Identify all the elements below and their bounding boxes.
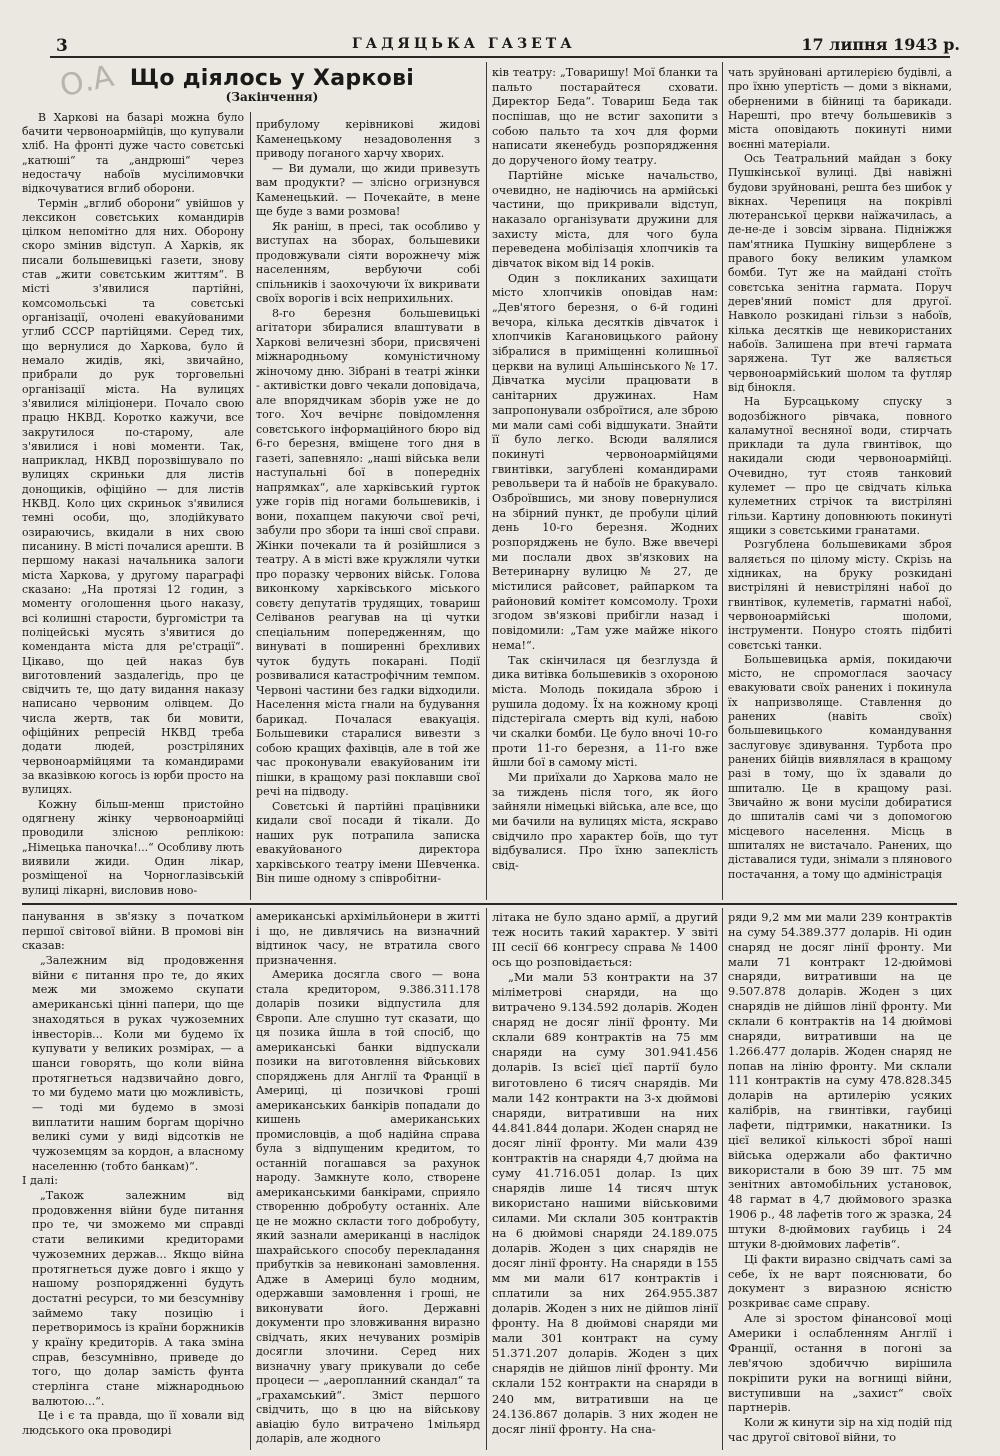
paragraph: Ось Театральний майдан з боку Пушкінської вулиці. Дві навіжні будови зруйновані, решта без шибок у вікнах. Черепиця на покрівлі лютеранської церкви наїжачилась, а де-не-де і зовсім зірвана. Підніжжя пам'ятника Пушкіну вищерблене з правого боку великим уламком бомби. Тут же на майдані стоїть совєтська зенітна гармата. Поруч дерев'яний поміст для другої. Навколо розкидані гільзи з набоїв, кілька десятків ще невикористаних набоїв. Залишена при втечі гармата заряжена. Тут же валяється червоноармійський шолом та футляр від бінокля. [728, 151, 952, 394]
paragraph: Термін „вглиб оборони“ увійшов у лексикон совєтських командирів цілком непомітно для них. Оборону скоро змінив відступ. А Харків, як писали большевицькі газети, знову став „жити совєтським життям“. В місті з'явилися партійні, комсомольські та совєтські організації, очолені евакуйованими углиб СССР партійцями. Серед тих, що вернулися до Харкова, було й немало жидів, які, звичайно, прибрали до рук торговельні організації міста. На вулицях з'явилися міліціонери. Почало свою працю НКВД. Коротко кажучи, все закрутилося по-старому, але з'явилися і нові моменти. Так, наприклад, НКВД порозвішувало по вулицях скриньки для листів донощиків, офіційно — для листів НКВД. Коло цих скриньок з'явилися темні особи, що, злодійкувато озираючись, вкидали в них свою писанину. В місті почалися арешти. В першому наказі начальника залоги міста Харкова, у другому параграфі сказано: „На протязі 12 годин, з моменту оголошення цього наказу, всі колишні старости, бургомістри та поліцейські мусять з'явитися до коменданта міста для ре'страції“. Цікаво, що цей наказ був виготовлений заздалегідь, про це свідчить те, що дату видання наказу написано червоним олівцем. До числа жертв, так би мовити, офіційних репресій НКВД треба додати людей, розстріляних червоноармійцями та командирами за вказівкою когось із юрби просто на вулицях. [22, 196, 244, 797]
section-rule [22, 903, 957, 905]
paragraph: чать зруйновані артилерією будівлі, а про їхню упертість — доми з вікнами, оберненими в бійниці та барикади. Нарешті, про втечу большевиків з міста оповідають покинуті ними воєнні матеріали. [728, 66, 952, 151]
article-subtitle: (Закінчення) [225, 90, 319, 105]
lower-column-3 [492, 910, 718, 1450]
column-rule [250, 908, 251, 1450]
page-header [42, 34, 960, 56]
paragraph: Коли ж кинути зір на хід подій під час другої світової війни, то [728, 1415, 952, 1445]
article-title: Що діялось у Харкові [129, 66, 415, 91]
paragraph: прибулому керівникові жидові Каменецькому незадоволення з приводу поганого харчу хворих. [256, 118, 480, 160]
handwritten-mark: О.А [56, 58, 117, 105]
quote-paragraph: „Залежним від продовження війни є питання про те, до яких меж ми зможемо скупати американські цінні папери, що ще знаходяться в руках чужоземних інвесторів... Коли ми будемо їх купувати у великих розмірах, — а шанси говорять, що коли війна протягнеться надзвичайно довго, то ми будемо мати цю можливість, — тоді ми будемо в змозі виплатити нашим боргам щорічно великі суми у виді відсотків не чужоземцям за кордон, а власному населенню (тобто банкам)“. [32, 954, 244, 1173]
article-column-3 [492, 66, 718, 898]
paragraph: Америка досягла свого — вона стала кредитором, 9.386.311.178 доларів позики відпустила для Європи. Але слушно тут сказати, що ця позика йшла в той спосіб, що американські банки відпускали позики на виготовлення військових споряджень для Англії та Франції в Америці, ці позичкові гроші американських банкірів попадали до кишень американських промисловців, а щоб надійна справа була з відпущеним кредитом, то останній погашався за рахунок народу. Замкнуте коло, створене американськими банкірами, сприяло створенню добробуту останніх. Але це не можно скласти того добробуту, який зазнали американці в наслідок шахрайського способу перекладання прибутків за невиконані замовлення. Адже в Америці було модним, одержавши замовлення і гроші, не виконувати його. Державні документи про зловживання виразно свідчать, яких нечуваних розмірів досягли злочини. Серед них визначну увагу прикували до себе процеси — „аеропланний скандал“ та „грахамський“. Зміст першого свідчить, що в цю на військову авіацію було витрачено 1мільярд доларів, але жодного [256, 968, 480, 1445]
header-rule [50, 56, 950, 58]
paragraph: Большевицька армія, покидаючи місто, не спромоглася заочасу евакуювати своїх ранених і покинула їх напризволяще. Ставлення до ранених (навіть своїх) большевицького командування заслуговує здивування. Турбота про ранених бійців виявлялася в кращому разі в тому, що їх здавали до шпиталю. Це в кращому разі. Звичайно ж вони мусіли добиратися до шпиталів самі чи з допомогою місцевого населення. Місць в шпиталях не вистачало. Ранених, що діставалися туди, знімали з плянового постачання, а тому що адміністрація [728, 652, 952, 881]
article-column-4 [728, 66, 952, 898]
lower-column-4 [728, 910, 952, 1450]
paragraph: ряди 9,2 мм ми мали 239 контрактів на суму 54.389.377 доларів. Ні один снаряд не досяг лінії фронту. Ми мали 71 контракт 12-дюймові снаряди, витративши на це 9.507.878 доларів. Жоден з цих снарядів не дійшов лінії фронту. Ми склали 6 контрактів на 14 дюймові снаряди, витративши на це 1.266.477 доларів. Жоден снаряд не попав на лінію фронту. Ми склали 111 контрактів на суму 478.828.345 доларів на артилерію усяких калібрів, на гвинтівки, гаубиці лафети, підтримки, накатники. Із цієї великої кількості зброї наші війська одержали або фактично використали в бою 39 шт. 75 мм зенітних автомобільних установок, 48 гармат в 4,7 дюймового зразка 1906 р., 48 лафетів того ж зразка, 24 штуки 8-дюймових гаубиць і 24 штуки 8-дюймових лафетів“. [728, 910, 952, 1251]
paragraph: Партійне міське начальство, очевидно, не надіючись на армійські частини, що прикривали відступ, наказало організувати дружини для захисту міста, для чого була переведена мобілізація хлопчиків та дівчаток віком від 14 років. [492, 168, 718, 270]
paragraph: Ці факти виразно свідчать самі за себе, їх не варт пояснювати, бо документ з виразною ясністю розкриває саме справу. [728, 1251, 952, 1311]
paragraph: Так скінчилася ця безглузда й дика витівка большевиків з охороною міста. Молодь покидала зброю і рушила додому. Їх на кожному кроці підстерігала смерть від кулі, набою чи скалки бомби. Це було вночі 10-го проти 11-го березня, а 11-го вже йшли бої в самому місті. [492, 653, 718, 770]
paragraph: Як раніш, в пресі, так особливо у виступах на зборах, большевики продовжували сіяти ворожнечу між населенням, вербуючи собі спільників і заохочуючи їх викривати своїх ворогів і всіх неприхильних. [256, 219, 480, 305]
quote-paragraph: „Також залежним від продовження війни буде питання про те, чи зможемо ми справді стати великими кредиторами чужоземних держав... Якщо війна протягнеться дуже довго і якщо у нашому розпорядженні будуть достатні ресурси, то ми безсумніву займемо таку позицію і перетворимось із країни боржників у країну кредиторів. А така зміна справ, безсумнівно, приведе до того, що долар замість фунта стерлінга стане міжнародньою валютою...“. [32, 1189, 244, 1408]
paragraph: Совєтські й партійні працівники кидали свої посади й тікали. До наших рук потрапила записка евакуйованого директора харківського театру імени Шевченка. Він пише одному з співробітни- [256, 799, 480, 885]
column-rule [486, 62, 487, 900]
column-rule [722, 62, 723, 900]
paragraph: — Ви думали, що жиди привезуть вам продукти? — злісно огризнувся Каменецький. — Почекайте, в мене ще буде з вами розмова! [256, 161, 480, 218]
paragraph: Один з покликаних захищати місто хлопчиків оповідав нам: „Дев'ятого березня, о 6-й годині вечора, кілька десятків дівчаток і хлопчиків Кагановицького району зібралися в приміщенні колишньої церкви на вулиці Альшінського № 17. Дівчатка мусіли працювати в санітарних дружинах. Нам запропонували озброїтися, але зброю ми мали самі собі відшукати. Знайти її було легко. Всюди валялися покинуті червоноармійцями гвинтівки, загублені командирами револьвери та й набоїв не бракувало. Озброївшись, ми знову повернулися на збірний пункт, де пробули цілий день 10-го березня. Жодних розпоряджень не було. Вже ввечері ми послали двох зв'язкових на Ветеринарну вулицю № 27, де містилися райсовет, райпарком та районовий комітет комсомолу. Трохи згодом зв'язкові прибігли назад і повідомили: „Там уже майже нікого нема!“. [492, 271, 718, 652]
lower-column-2 [256, 910, 480, 1450]
paragraph: панування в зв'язку з початком першої світової війни. В промові він сказав: [22, 910, 244, 953]
column-rule [722, 908, 723, 1450]
issue-date: 17 липня 1943 р. [801, 35, 960, 54]
page-number: 3 [56, 36, 68, 56]
paragraph: Розгублена большевиками зброя валяється по цілому місту. Скрізь на хідниках, на бруку розкидані вистріляні й невистріляні набої до гвинтівок, кулеметів, гарматні набої, червоноармійські шоломи, інструменти. Понуро стоять підбиті совєтські танки. [728, 538, 952, 652]
paragraph: американські архімільйонери в житті і що, не дивлячись на визначний відтинок часу, не втратила свого призначення. [256, 910, 480, 967]
column-rule [486, 908, 487, 1450]
paragraph: В Харкові на базарі можна було бачити червоноармійців, що купували хліб. На фронті дуже часто совєтські „катюші“ та „андрюші“ через недостачу набоїв мусілимовчки відкочуватися вглиб оборони. [22, 110, 244, 196]
column-rule [250, 112, 251, 900]
paragraph: ків театру: „Товаришу! Мої бланки та пальто постарайтеся сховати. Директор Беда“. Товариш Беда так поспішав, що не встиг захопити з собою пальто та хоч для форми написати якенебудь розпорядження до доручeного йому театру. [492, 66, 718, 168]
paragraph: 8-го березня большевицькі агітатори збиралися влаштувати в Харкові величезні збори, присвячені міжнародньому комуністичному жіночому дню. Зібрані в театрі жінки - активістки довго чекали доповідача, але впорядчикам зборів уже не до того. Хоч вечірнє повідомлення совєтського інформаційного бюро від 6-го березня, вміщене того дня в газеті, запевняло: „наші війська вели наступальні бої в попередніх напрямках“, але харківський гурток уже горів під ногами большевиків, і вони, похапцем пакуючи свої речі, забули про збори та інші свої справи. Жінки почекали та й розійшлися з театру. А в місті вже кружляли чутки про поразку червоних військ. Голова виконкому харківського міського совєту депутатів трудящих, товариш Селіванов реагував на ці чутки спеціальним попередженням, що винуваті в поширенні брехливих чуток будуть покарані. Події розвивалися катастрофічним темпом. Червоні частини без гадки відходили. Населення міста гнали на будування барикад. Почалася евакуація. Большевики старалися вивезти з собою кращих фахівців, але в той же час проконували евакуйованим іти пішки, в кращому разі поклавши свої речі на підводу. [256, 306, 480, 798]
paragraph: Але зі зростом фінансової моці Америки і ослабленням Англії і Франції, остання в погоні за лев'ячою здобиччю вирішила покріпити руки на вогнищі війни, виступивши на „захист“ своїх партнерів. [728, 1311, 952, 1415]
paragraph: На Бурсацькому спуску з водозбіжного рівчака, повного каламутної весняної води, стирчать приклади та дула гвинтівок, що накидали сюди червоноармійці. Очевидно, тут стояв танковий кулемет — про це свідчать кілька кулеметних стрічок та вистріляні гільзи. Картину доповнюють покинуті ящики з совєтськими гранатами. [728, 395, 952, 537]
newspaper-name: ГАДЯЦЬКА ГАЗЕТА [352, 36, 576, 52]
paragraph: літака не було здано армії, а другий теж носить такий характер. У звіті III сесії 66 конгресу справа № 1400 ось що розповідається: [492, 910, 718, 970]
article-column-2 [256, 118, 480, 898]
paragraph: Це і є та правда, що її ховали від людського ока проводирі [22, 1409, 244, 1438]
lower-column-1 [22, 910, 244, 1450]
paragraph: Кожну більш-менш пристойно одягнену жінку червоноармійці проводили злісною реплікою: „Німецька паночка!...“ Особливу лють виявили жиди. Один лікар, розміщеної на Чорноглазівській вулиці лікарні, висловив ново- [22, 797, 244, 897]
paragraph: Ми приїхали до Харкова мало не за тиждень після того, як його зайняли німецькі війська, але все, що ми бачили на вулицях міста, яскраво свідчило про характер боїв, що тут відбувалися. Про їхню запеклість свід- [492, 771, 718, 873]
paragraph: І далі: [22, 1174, 58, 1188]
paragraph: „Ми мали 53 контракти на 37 міліметрові снаряди, на що витрачено 9.134.592 доларів. Жоден снаряд не досяг лінії фронту. Ми склали 689 контрактів на 75 мм снаряди на суму 301.941.456 доларів. Із всієї цієї партії було виготовлено 6 тисяч снарядів. Ми мали 142 контракти на 3-х дюймові снаряди, витративши на них 44.841.844 долари. Жоден снаряд не досяг лінії фронту. Ми мали 439 контрактів на снаряди 4,7 дюйма на суму 41.716.051 долар. Із цих снарядів лише 14 тисяч штук використано нашими військовими силами. Ми склали 305 контрактів на 6 дюймові снаряди 24.189.075 доларів. Жоден з цих снарядів не досяг лінії фронту. На снаряди в 155 мм ми мали 617 контрактів і сплатили за них 264.955.387 доларів. Жоден з них не дійшов лінії фронту. На 8 дюймові снаряди ми мали 301 контракт на суму 51.371.207 доларів. Жоден з цих снарядів не дійшов лінії фронту. Ми склали 152 контракти на снаряди в 240 мм, витративши на це 24.136.867 доларів. З них жоден не досяг лінії фронту. На сна- [492, 970, 718, 1436]
